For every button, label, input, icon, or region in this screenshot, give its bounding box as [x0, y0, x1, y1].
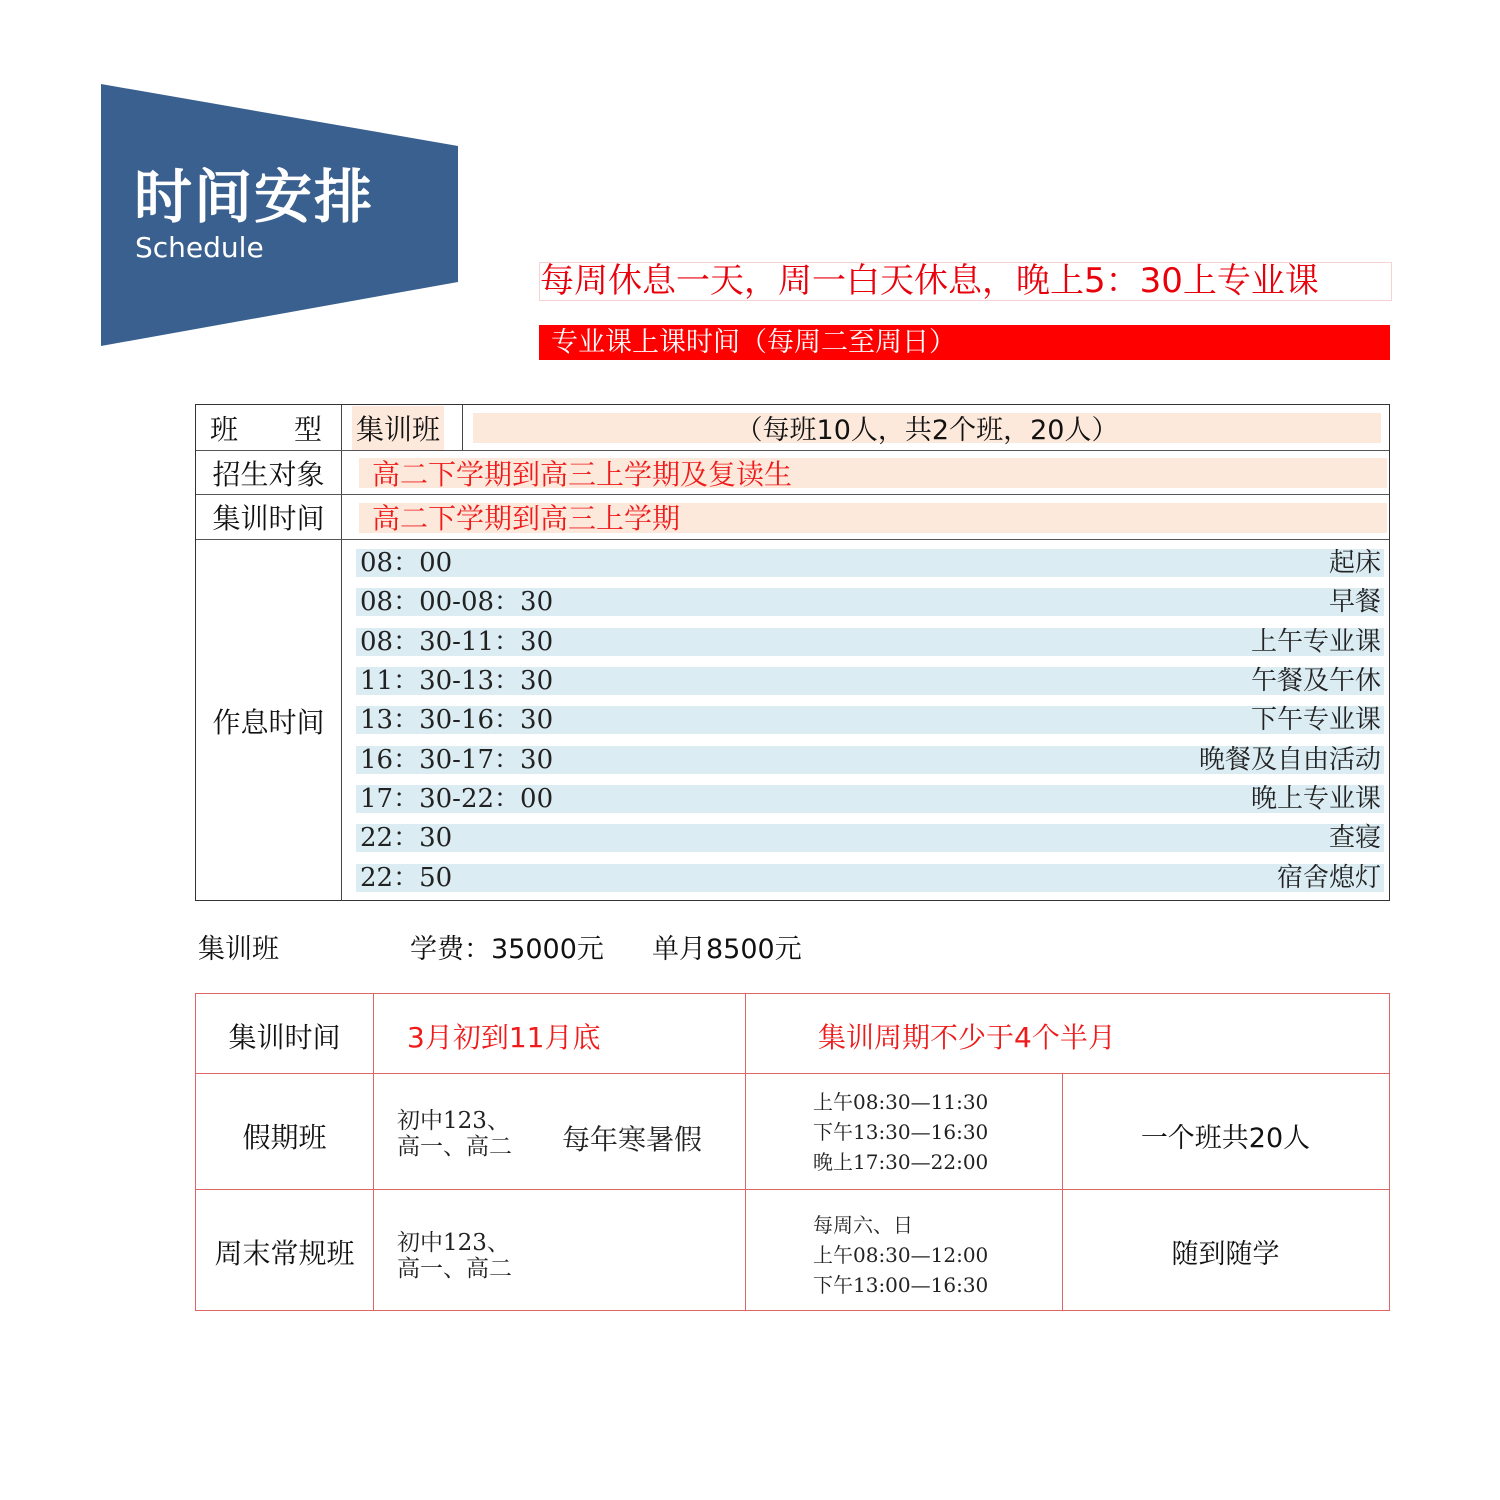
page-subtitle: Schedule [135, 231, 264, 264]
row-training-period [196, 495, 1389, 540]
schedule-time: 08：00-08：30 [360, 587, 554, 617]
schedule-time: 17：30-22：00 [360, 784, 554, 814]
divider [196, 1189, 1389, 1190]
class-options-table [195, 993, 1390, 1311]
holiday-time-2: 下午13:30—16:30 [813, 1120, 989, 1144]
schedule-row [356, 785, 1384, 813]
page-title: 时间安排 [134, 163, 375, 231]
schedule-row [356, 824, 1384, 852]
schedule-activity: 下午专业课 [1250, 705, 1381, 735]
section-banner [101, 84, 458, 346]
schedule-time: 16：30-17：30 [360, 745, 554, 775]
schedule-activity: 宿舍熄灯 [1276, 863, 1381, 893]
label-class-type [196, 405, 342, 450]
class-type-cell [342, 405, 463, 450]
holiday-grades-line2: 高一、高二 [397, 1134, 512, 1160]
weekend-grades-line2: 高一、高二 [397, 1256, 512, 1282]
holiday-time-1: 上午08:30—11:30 [813, 1090, 989, 1114]
weekly-rest-notice: 每周休息一天，周一白天休息，晚上5：30上专业课 [539, 262, 1392, 301]
schedule-row [356, 628, 1384, 656]
weekend-time-2: 上午08:30—12:00 [813, 1243, 989, 1267]
class-type-value: 集训班 [352, 406, 444, 450]
fee-class-name: 集训班 [198, 934, 279, 965]
holiday-time-3: 晚上17:30—22:00 [813, 1150, 989, 1174]
holiday-when: 每年寒暑假 [562, 1123, 703, 1156]
label-holiday-class: 假期班 [242, 1121, 327, 1154]
label-enrollment: 招生对象 [196, 451, 342, 494]
schedule-time: 08：30-11：30 [360, 627, 554, 657]
holiday-grades-line1: 初中123、 [397, 1108, 510, 1134]
schedule-activity: 晚上专业课 [1250, 784, 1381, 814]
label-class-type-text: 班 型 [210, 412, 323, 446]
schedule-activity: 午餐及午休 [1250, 666, 1381, 696]
class-time-bar-label: 专业课上课时间（每周二至周日） [551, 327, 956, 358]
label-weekend-class: 周末常规班 [214, 1237, 355, 1270]
schedule-row [356, 667, 1384, 695]
label-training-time: 集训时间 [228, 1021, 341, 1054]
class-time-bar [539, 325, 1390, 360]
schedule-activity: 上午专业课 [1250, 627, 1381, 657]
schedule-row [356, 746, 1384, 774]
fee-monthly: 单月8500元 [652, 934, 802, 965]
class-type-note: （每班10人，共2个班，20人） [735, 415, 1119, 446]
schedule-activity: 查寝 [1328, 823, 1381, 853]
row-class-type [196, 405, 1389, 451]
schedule-row [356, 864, 1384, 892]
schedule-time: 08：00 [360, 548, 453, 578]
holiday-class-size: 一个班共20人 [1140, 1123, 1311, 1154]
schedule-row [356, 706, 1384, 734]
divider [1062, 1073, 1063, 1310]
row-enrollment [196, 451, 1389, 495]
schedule-time: 22：50 [360, 863, 453, 893]
schedule-row [356, 588, 1384, 616]
training-time-period: 3月初到11月底 [407, 1021, 601, 1054]
weekend-grades-line1: 初中123、 [397, 1230, 510, 1256]
training-period-value: 高二下学期到高三上学期 [372, 502, 681, 535]
weekend-time-1: 每周六、日 [813, 1213, 913, 1237]
training-duration: 集训周期不少于4个半月 [818, 1021, 1116, 1054]
schedule-time: 11：30-13：30 [360, 666, 554, 696]
schedule-time: 22：30 [360, 823, 453, 853]
divider [196, 1073, 1389, 1074]
fee-tuition: 学费：35000元 [410, 934, 604, 965]
enrollment-value: 高二下学期到高三上学期及复读生 [372, 457, 793, 491]
schedule-activity: 起床 [1328, 548, 1381, 578]
training-info-table [195, 404, 1390, 901]
weekend-class-note: 随到随学 [1171, 1239, 1280, 1270]
schedule-activity: 晚餐及自由活动 [1198, 745, 1381, 775]
schedule-row [356, 549, 1384, 577]
row-daily-schedule [196, 540, 1389, 901]
label-training-period: 集训时间 [196, 495, 342, 539]
divider [745, 994, 746, 1310]
schedule-time: 13：30-16：30 [360, 705, 554, 735]
weekend-time-3: 下午13:00—16:30 [813, 1273, 989, 1297]
label-daily-schedule: 作息时间 [196, 540, 342, 901]
schedule-activity: 早餐 [1328, 587, 1381, 617]
divider [373, 994, 374, 1310]
